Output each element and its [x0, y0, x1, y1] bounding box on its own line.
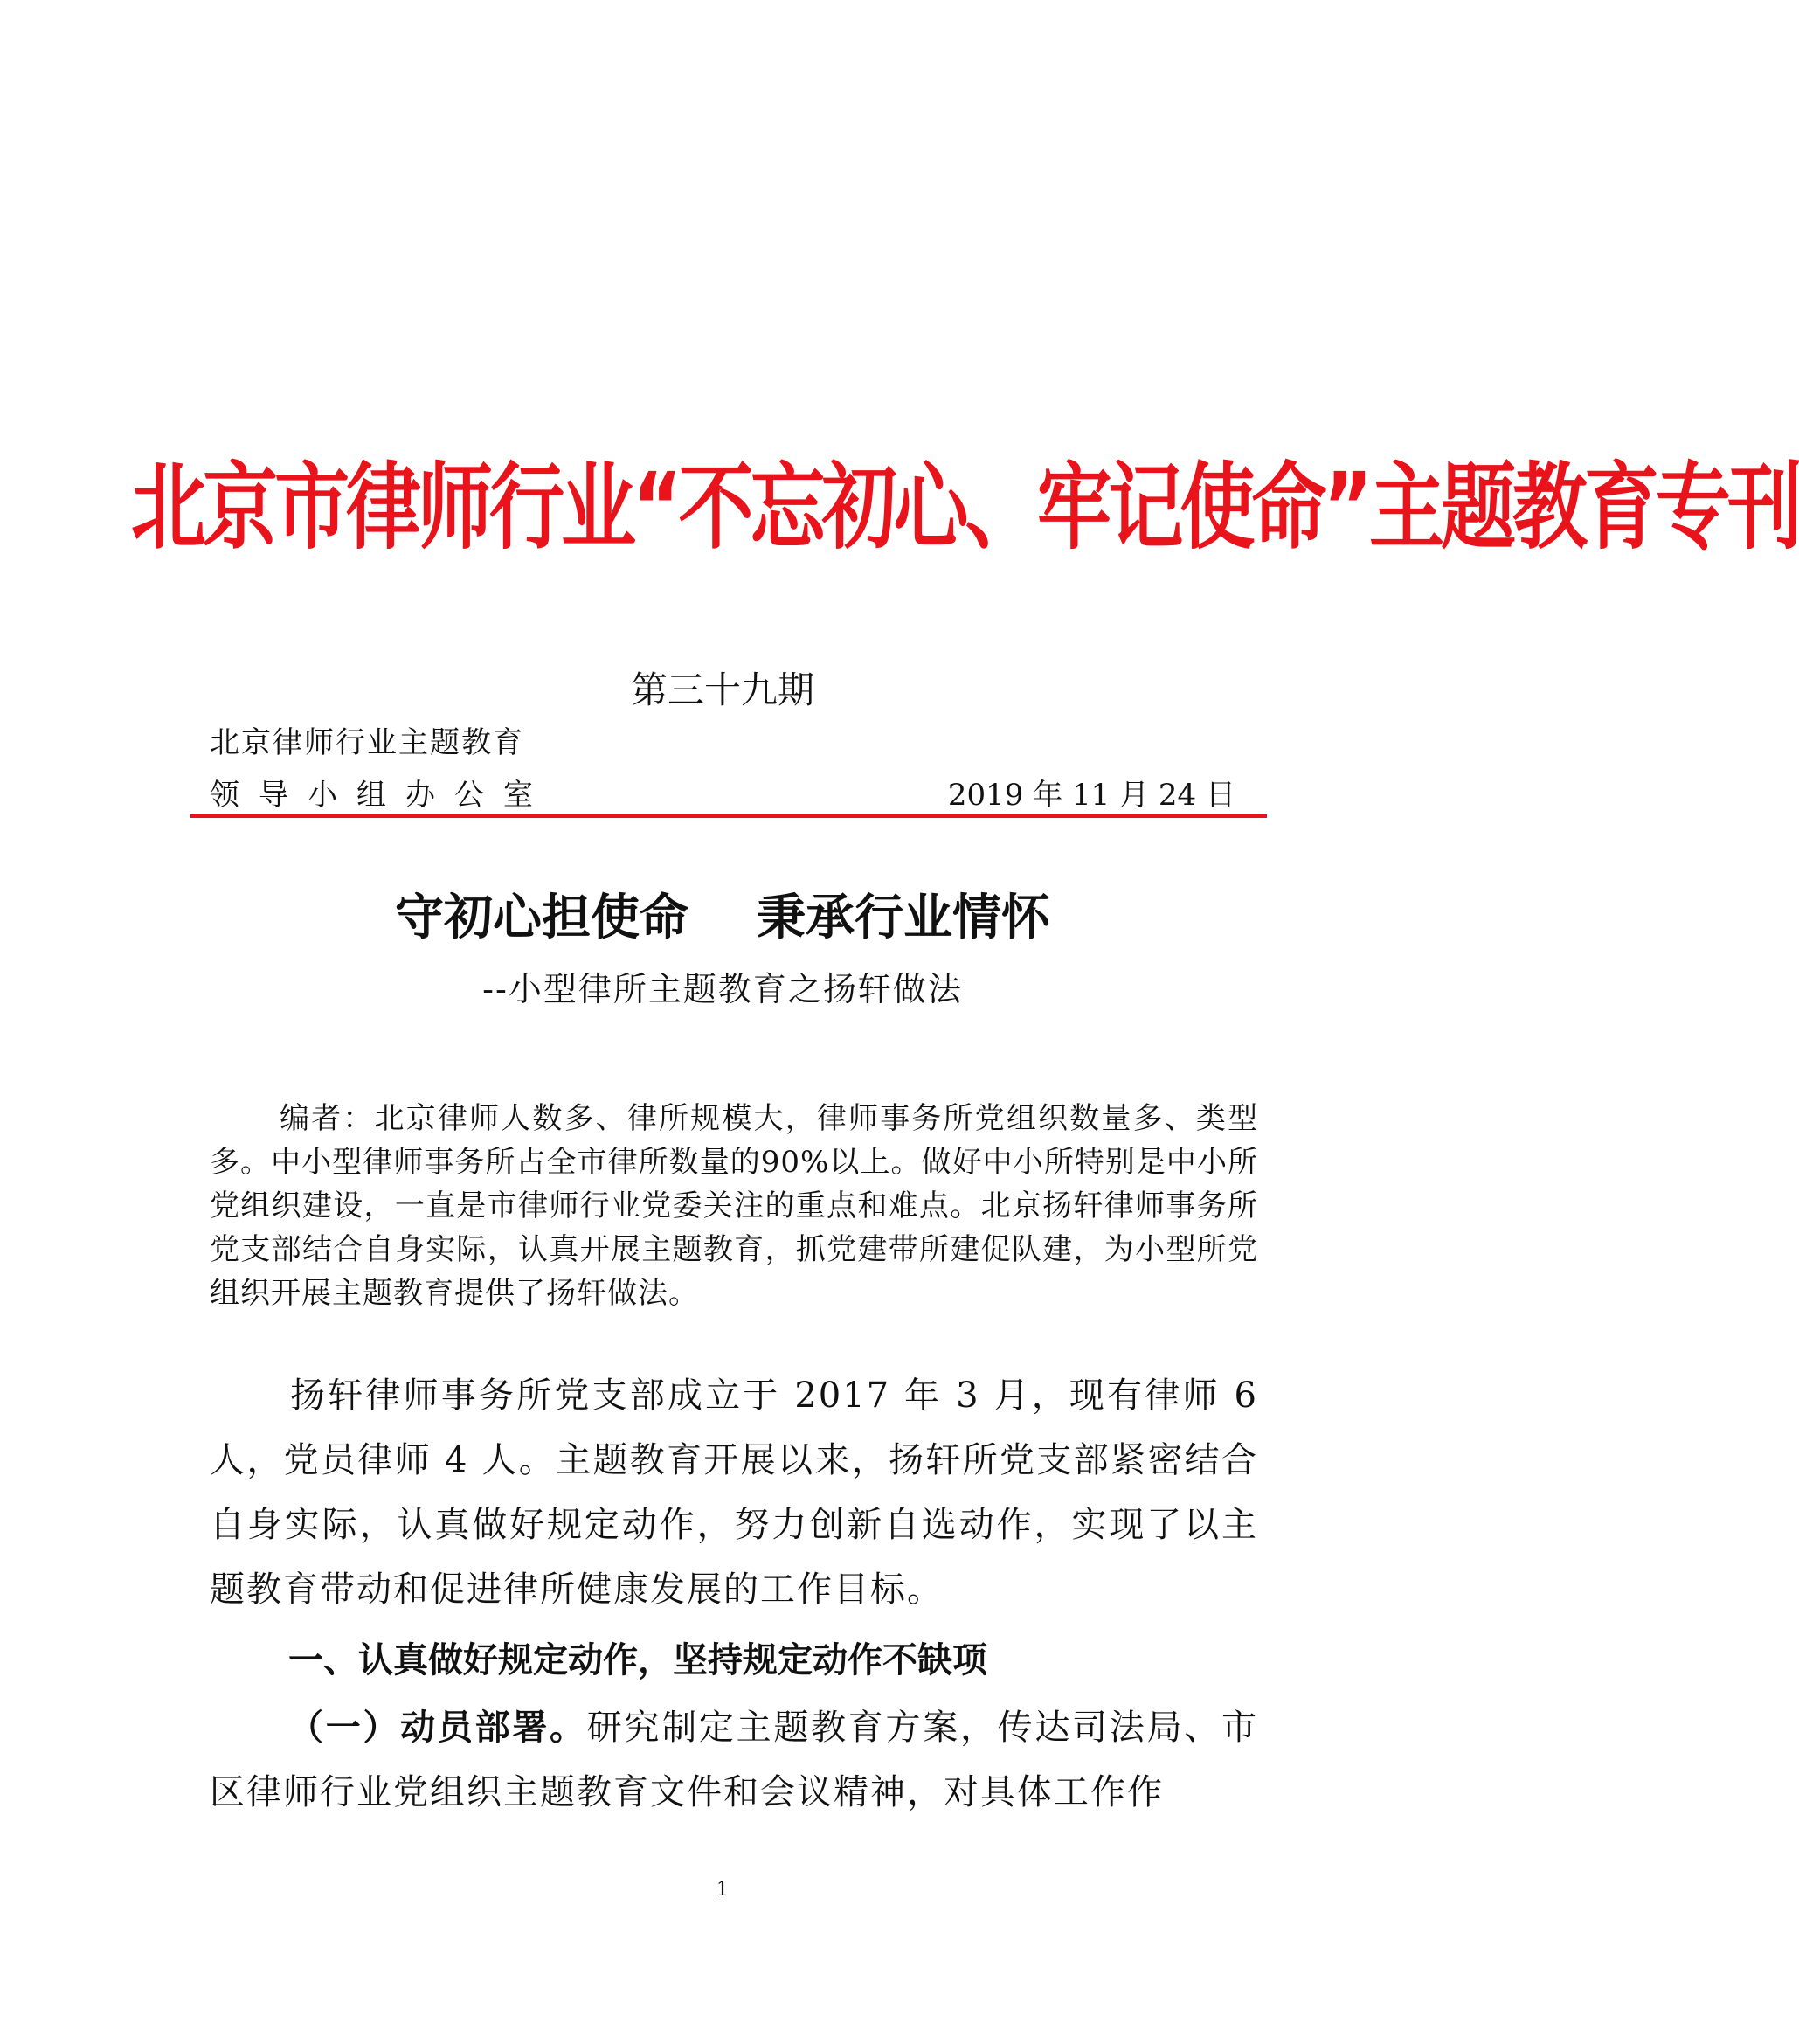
issuing-organization-line2: 领导小组办公室	[210, 778, 552, 813]
editor-note: 编者：北京律师人数多、律所规模大，律师事务所党组织数量多、类型多。中小型律师事务所占全市律所数量的90%以上。做好中小所特别是中小所党组织建设，一直是市律师行业党委关注的重点和难点。北京扬轩律师事务所党支部结合自身实际，认真开展主题教育，抓党建带所建促队建，为小型所党组织开展主题教育提供了扬轩做法。	[210, 1101, 1258, 1311]
issue-date: 2019 年 11 月 24 日	[947, 778, 1235, 813]
article-subtitle: --小型律所主题教育之扬轩做法	[482, 970, 963, 1008]
subsection-heading: （一）动员部署。	[288, 1708, 587, 1748]
subsection-text: 研究制定主题教育方案，传达司法局、市区律师行业党组织主题教育文件和会议精神，对具体工作作	[210, 1708, 1259, 1812]
body-paragraph	[210, 1695, 1258, 1825]
article-title: 守初心担使命 秉承行业情怀	[395, 889, 1050, 946]
issuing-organization-line1: 北京律师行业主题教育	[210, 725, 524, 760]
masthead-title: 北京市律师行业“不忘初心、牢记使命”主题教育专刊	[131, 453, 1799, 563]
body-paragraph: 扬轩律师事务所党支部成立于 2017 年 3 月，现有律师 6 人，党员律师 4 人。主题教育开展以来，扬轩所党支部紧密结合自身实际，认真做好规定动作，努力创新自选动作，实现了以主题教育带动和促进律所健康发展的工作目标。	[210, 1375, 1258, 1610]
issue-number: 第三十九期	[630, 669, 814, 711]
section-heading: 一、认真做好规定动作，坚持规定动作不缺项	[288, 1640, 987, 1680]
page-number: 1	[716, 1879, 729, 1901]
red-divider-rule	[190, 814, 1267, 818]
